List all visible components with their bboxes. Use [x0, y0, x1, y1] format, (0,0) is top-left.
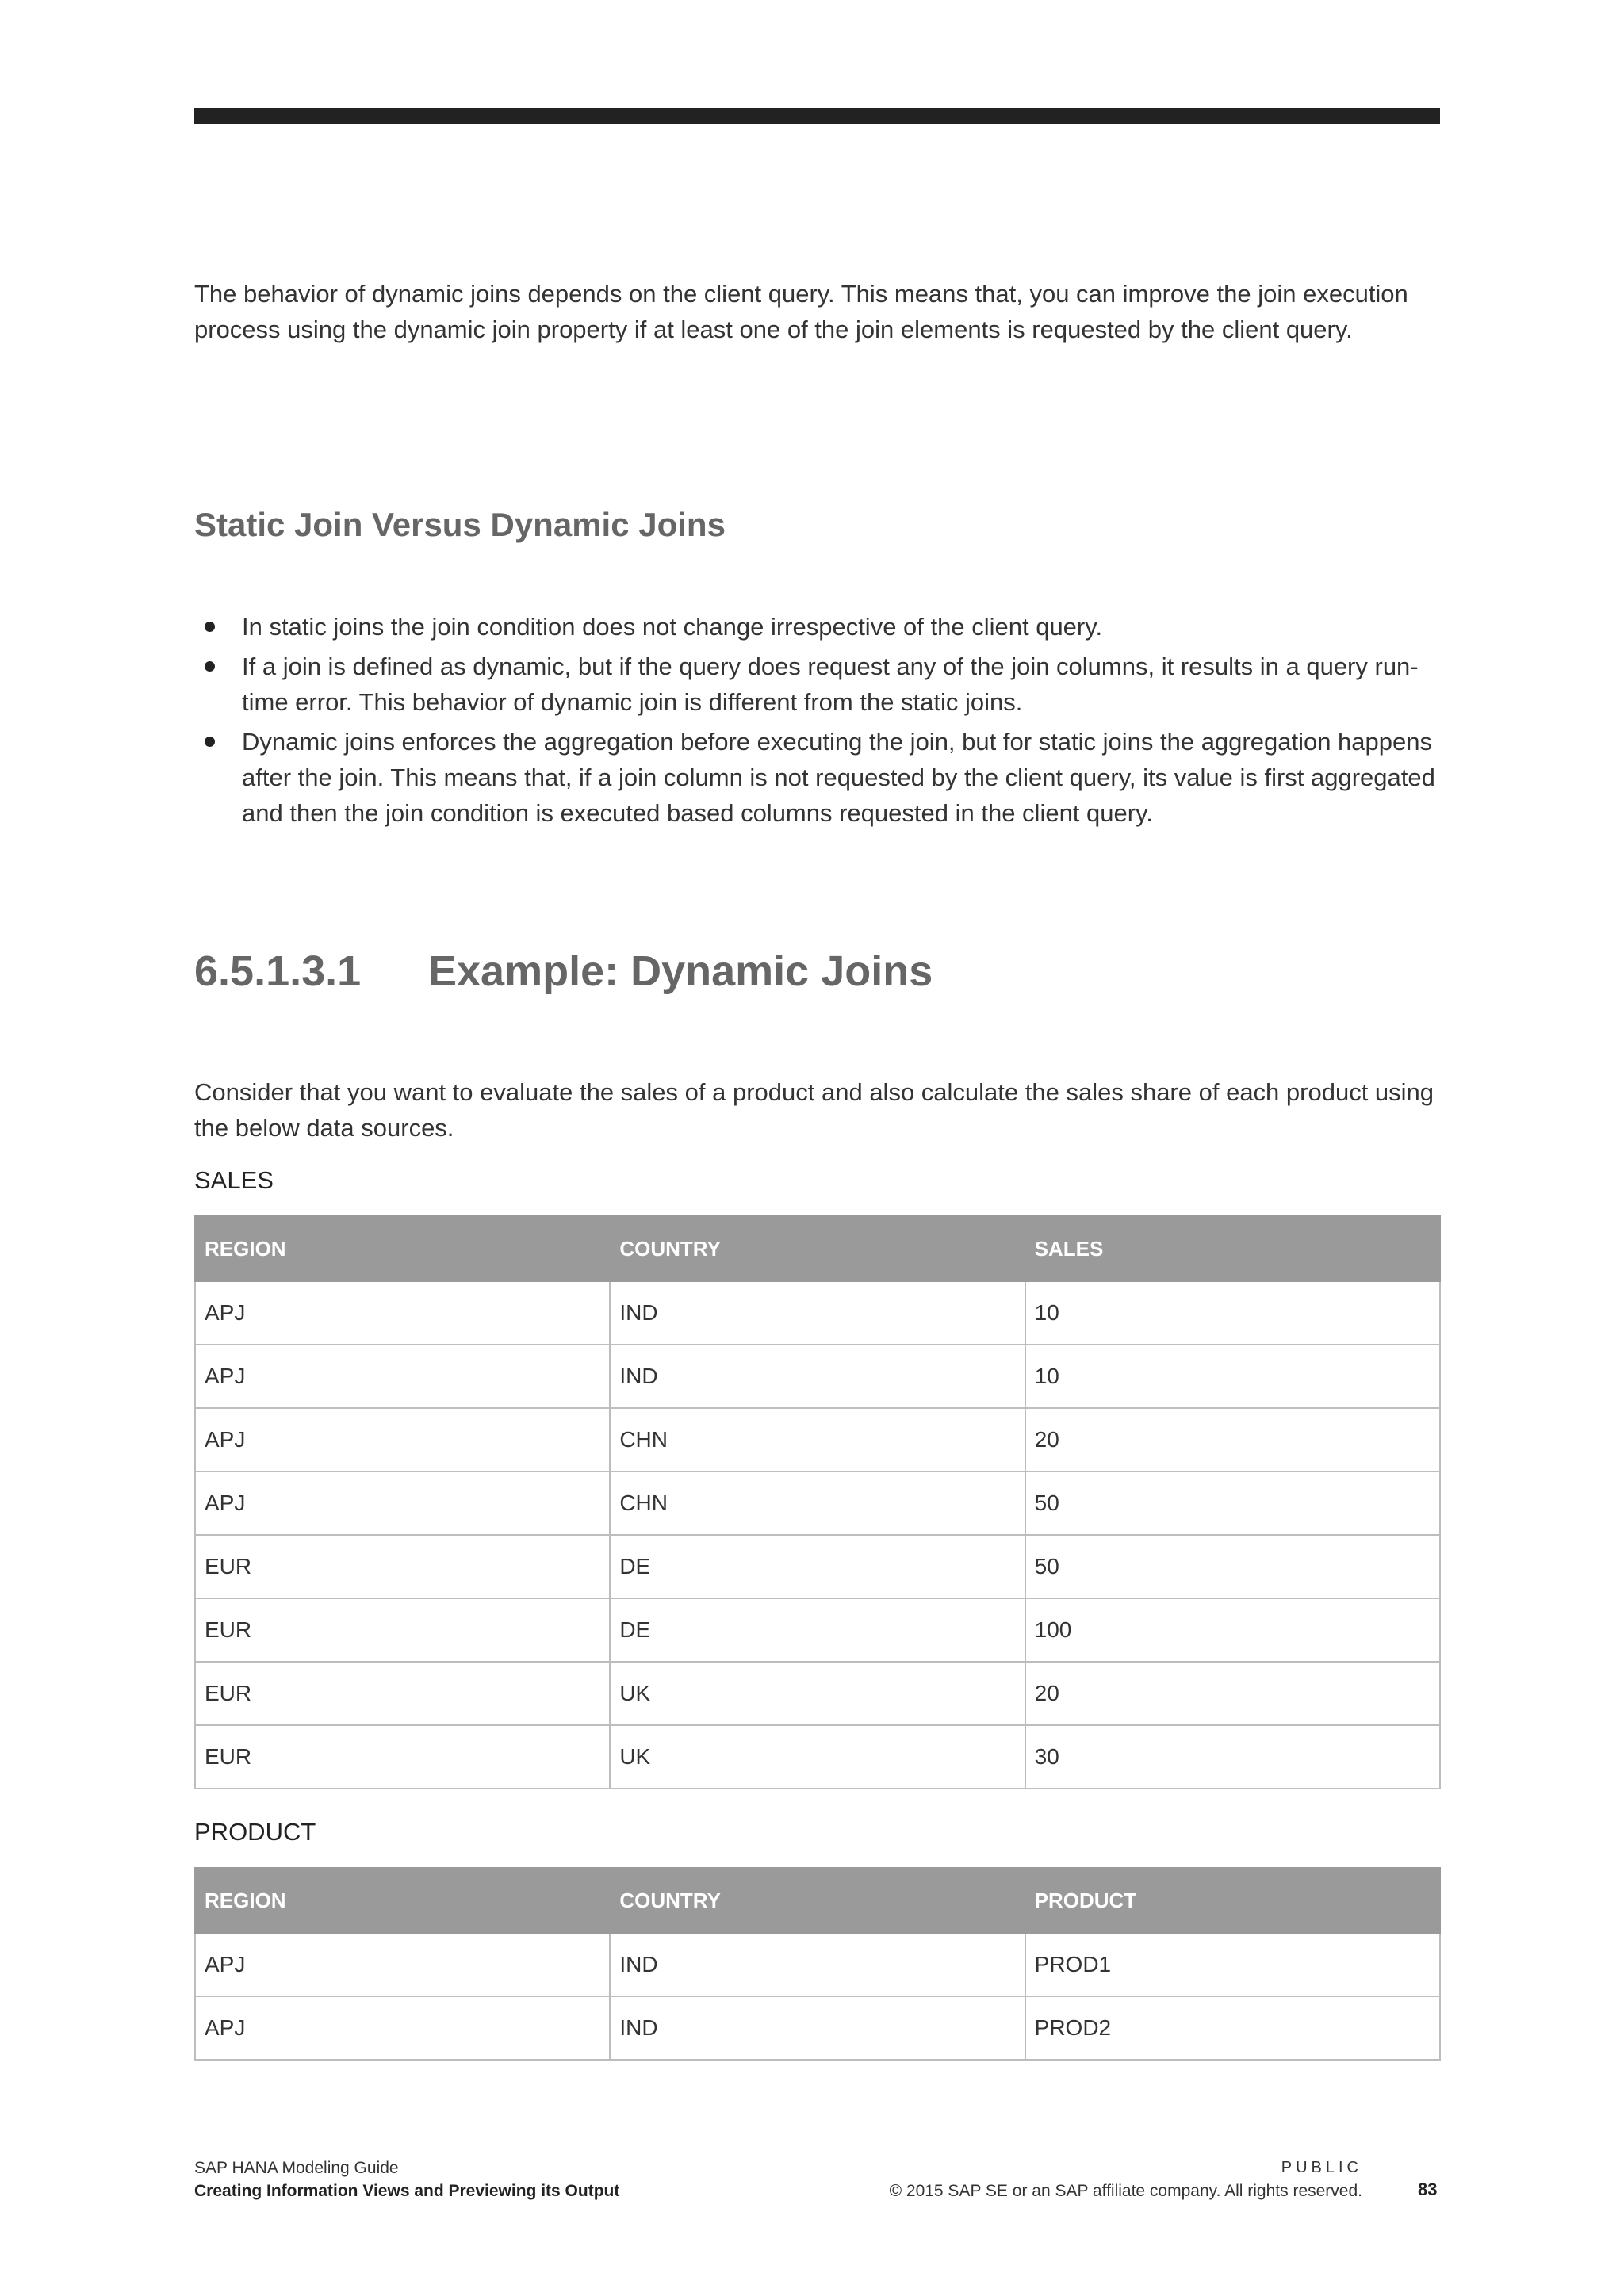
section-heading: Static Join Versus Dynamic Joins — [194, 506, 726, 543]
table-row — [195, 1535, 1440, 1598]
intro-paragraph: The behavior of dynamic joins depends on the client query. This means that, you can improve the join execution process using the dynamic join property if at least one of the join elements is requested by the client query. — [194, 280, 1408, 343]
table-cell: 10 — [1025, 1281, 1440, 1345]
sales-table-caption: SALES — [194, 1166, 274, 1194]
table-cell: 10 — [1025, 1345, 1440, 1408]
table-row — [195, 1345, 1440, 1408]
bullet-icon — [205, 622, 215, 632]
product-table-caption: PRODUCT — [194, 1818, 316, 1846]
table-cell: APJ — [195, 1281, 610, 1345]
bullet-list — [194, 609, 1440, 835]
table-cell: APJ — [195, 1345, 610, 1408]
table-cell: IND — [610, 1281, 1025, 1345]
table-header-row — [195, 1216, 1440, 1281]
table-cell: EUR — [195, 1662, 610, 1725]
footer-left — [194, 2156, 619, 2202]
column-header: SALES — [1025, 1216, 1440, 1281]
list-item — [194, 724, 1440, 831]
table-cell: CHN — [610, 1471, 1025, 1535]
list-item-text: In static joins the join condition does not change irrespective of the client query. — [242, 613, 1103, 641]
table-row — [195, 1996, 1440, 2060]
subsection-heading — [194, 945, 1440, 997]
classification-label: PUBLIC — [1281, 2159, 1362, 2176]
table-cell: PROD1 — [1025, 1933, 1440, 1996]
table-cell: EUR — [195, 1535, 610, 1598]
table-row — [195, 1408, 1440, 1471]
column-header: REGION — [195, 1216, 610, 1281]
table-row — [195, 1471, 1440, 1535]
subsection-title: Example: Dynamic Joins — [428, 947, 933, 995]
table-cell: PROD2 — [1025, 1996, 1440, 2060]
table-cell: IND — [610, 1996, 1025, 2060]
table-cell: UK — [610, 1662, 1025, 1725]
table-cell: DE — [610, 1598, 1025, 1662]
sales-table — [194, 1215, 1441, 1789]
table-row — [195, 1598, 1440, 1662]
table-header-row — [195, 1868, 1440, 1933]
bullet-icon — [205, 737, 215, 747]
table-cell: UK — [610, 1725, 1025, 1789]
bullet-icon — [205, 661, 215, 672]
table-cell: APJ — [195, 1933, 610, 1996]
table-cell: 100 — [1025, 1598, 1440, 1662]
table-cell: EUR — [195, 1725, 610, 1789]
table-row — [195, 1281, 1440, 1345]
example-paragraph: Consider that you want to evaluate the sales of a product and also calculate the sales share of each product using the below data sources. — [194, 1078, 1434, 1142]
table-cell: DE — [610, 1535, 1025, 1598]
table-cell: APJ — [195, 1408, 610, 1471]
column-header: COUNTRY — [610, 1216, 1025, 1281]
list-item-text: If a join is defined as dynamic, but if the query does request any of the join columns, it results in a query run-time error. This behavior of dynamic join is different from the static joins. — [242, 652, 1419, 716]
copyright-notice: © 2015 SAP SE or an SAP affiliate company. All rights reserved. — [889, 2182, 1362, 2200]
table-cell: IND — [610, 1345, 1025, 1408]
column-header: PRODUCT — [1025, 1868, 1440, 1933]
table-row — [195, 1933, 1440, 1996]
column-header: REGION — [195, 1868, 610, 1933]
header-rule — [194, 108, 1440, 124]
subsection-number: 6.5.1.3.1 — [194, 947, 362, 995]
page-number: 83 — [1418, 2179, 1438, 2199]
product-table — [194, 1867, 1441, 2061]
list-item-text: Dynamic joins enforces the aggregation before executing the join, but for static joins the aggregation happens after the join. This means that, if a join column is not requested by the client query, its value is first aggregated and then the join condition is executed based columns requested in the client query. — [242, 728, 1435, 827]
table-cell: 20 — [1025, 1408, 1440, 1471]
table-cell: 50 — [1025, 1471, 1440, 1535]
list-item — [194, 649, 1440, 720]
table-cell: EUR — [195, 1598, 610, 1662]
table-cell: CHN — [610, 1408, 1025, 1471]
table-cell: 30 — [1025, 1725, 1440, 1789]
column-header: COUNTRY — [610, 1868, 1025, 1933]
chapter-title: Creating Information Views and Previewing its Output — [194, 2182, 620, 2200]
table-cell: IND — [610, 1933, 1025, 1996]
table-cell: 50 — [1025, 1535, 1440, 1598]
table-row — [195, 1662, 1440, 1725]
list-item — [194, 609, 1440, 645]
table-row — [195, 1725, 1440, 1789]
table-cell: APJ — [195, 1996, 610, 2060]
guide-title: SAP HANA Modeling Guide — [194, 2159, 399, 2177]
table-cell: APJ — [195, 1471, 610, 1535]
table-cell: 20 — [1025, 1662, 1440, 1725]
footer-right — [890, 2156, 1362, 2202]
